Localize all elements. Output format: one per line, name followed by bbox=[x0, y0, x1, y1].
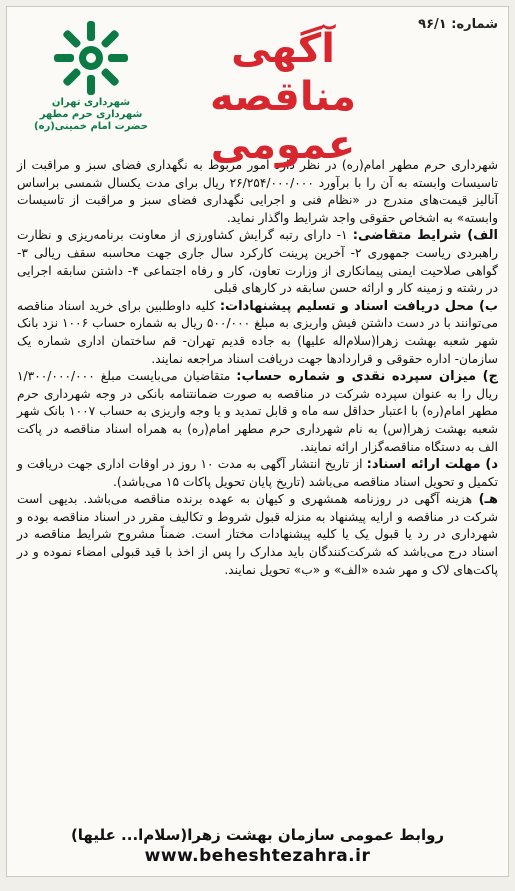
logo-caption-1: شهرداری تهران bbox=[51, 97, 131, 108]
section-c-heading: ج) میزان سپرده نقدی و شماره حساب: bbox=[236, 369, 498, 385]
logo-caption-2: شهرداری حرم مطهر bbox=[39, 109, 143, 120]
intro-paragraph: شهرداری حرم مطهر امام(ره) در نظر دارد امور مربوط به نگهداری فضای سبز و مراقبت از تاسیسات وابسته به آن را با برآورد ۲۶/۲۵۴/۰۰۰/۰۰۰ ریال برای مدت یکسال شمسی براساس آنالیز قیمت‌های مندرج در «نظام فنی و اجرایی نگهداری فضای سبز و مراقبت از تاسیسات وابسته» به اشخاص حقوقی واجد شرایط واگذار نماید. bbox=[17, 158, 498, 225]
notice-title bbox=[153, 25, 413, 169]
section-b-heading: ب) محل دریافت اسناد و تسلیم پیشنهادات: bbox=[219, 298, 498, 314]
section-c-text: متقاضیان می‌بایست مبلغ ۱/۳۰۰/۰۰۰/۰۰۰ ریال را به عنوان سپرده شرکت در مناقصه به صورت ضمانتنامه بانکی در وجه شهرداری حرم مطهر امام(ره) با اعتبار حداقل سه ماه و قابل تمدید و یا وجه واریزی به حساب ۱۰۰۷ بانک شهر شعبه بهشت زهرا(س) به نام شهرداری حرم مطهر امام(ره) به همراه اسناد مناقصه در پاکت الف به دستگاه مناقصه‌گزار ارائه نمایند. bbox=[17, 369, 498, 454]
title-line-2: عمومی bbox=[210, 122, 356, 168]
notice-number: شماره: ۹۶/۱ bbox=[418, 17, 498, 32]
notice-header bbox=[7, 7, 508, 168]
notice-body bbox=[7, 157, 508, 579]
section-b bbox=[17, 298, 498, 368]
section-d-text: از تاریخ انتشار آگهی به مدت ۱۰ روز در اوقات اداری جهت دریافت و تکمیل و تحویل اسناد مناقصه می‌باشد (تاریخ پایان تحویل پاکات ۱۵ می‌باشد). bbox=[17, 457, 498, 489]
tehran-municipality-logo bbox=[25, 19, 157, 151]
notice-footer bbox=[7, 826, 508, 866]
section-a bbox=[17, 227, 498, 297]
section-d-heading: د) مهلت ارائه اسناد: bbox=[366, 457, 498, 473]
section-e-heading: هـ) bbox=[472, 492, 498, 508]
section-d bbox=[17, 456, 498, 491]
section-e-text: هزینه آگهی در روزنامه همشهری و کیهان به عهده برنده مناقصه می‌باشد. بدیهی است شرکت در مناقصه و ارایه پیشنهاد به منزله قبول شروط و تکالیف مقرر در اسناد مناقصه بوده و شهرداری در رد یا قبول یک یا کلیه پیشنهادات مختار است. ضمناً مشروح شرایط مناقصه در اسناد درج می‌باشد که شرکت‌کنندگان باید مدارک را پس از اخذ با قید قبولی امضاء نموده و در پاکت‌های لاک و مهر شده «الف» و «ب» تحویل نمایند. bbox=[17, 492, 498, 577]
tender-notice bbox=[6, 6, 509, 877]
municipality-emblem-icon bbox=[52, 19, 130, 97]
section-a-heading: الف) شرایط متقاضی: bbox=[352, 228, 498, 244]
section-a-text: ۱- دارای رتبه گرایش کشاورزی از معاونت برنامه‌ریزی و نظارت راهبردی ریاست جمهوری ۲- آخرین پرینت کارکرد سال جاری جهت محاسبه سقف ریالی ۳- گواهی صلاحیت ایمنی پیمانکاری از وزارت تعاون، کار و رفاه اجتماعی ۴- داشتن سابقه اجرایی در رشته و زمینه کار و ارائه حسن سابقه در کارهای قبلی bbox=[17, 228, 499, 296]
section-c bbox=[17, 368, 498, 456]
website-link[interactable]: www.beheshtezahra.ir bbox=[144, 846, 371, 866]
title-line-1: آگهی مناقصه bbox=[210, 26, 356, 120]
logo-caption-3: حضرت امام خمینی(ره) bbox=[34, 121, 148, 132]
section-e bbox=[17, 491, 498, 579]
section-b-text: کلیه داوطلبین برای خرید اسناد مناقصه می‌توانند با در دست داشتن فیش واریزی به مبلغ ۵۰۰/۰۰۰ ریال به شماره حساب ۱۰۰۶ نزد بانک شهر شعبه بهشت زهرا(سلام‌اله علیها) به جاده قدیم تهران- قم ساختمان اداری شماره یک سازمان- اداره حقوقی و قراردادها جهت دریافت اسناد مراجعه نمایند. bbox=[17, 298, 499, 366]
public-relations-signature: روابط عمومی سازمان بهشت زهرا(سلام‌ا... علیها) bbox=[70, 826, 445, 844]
